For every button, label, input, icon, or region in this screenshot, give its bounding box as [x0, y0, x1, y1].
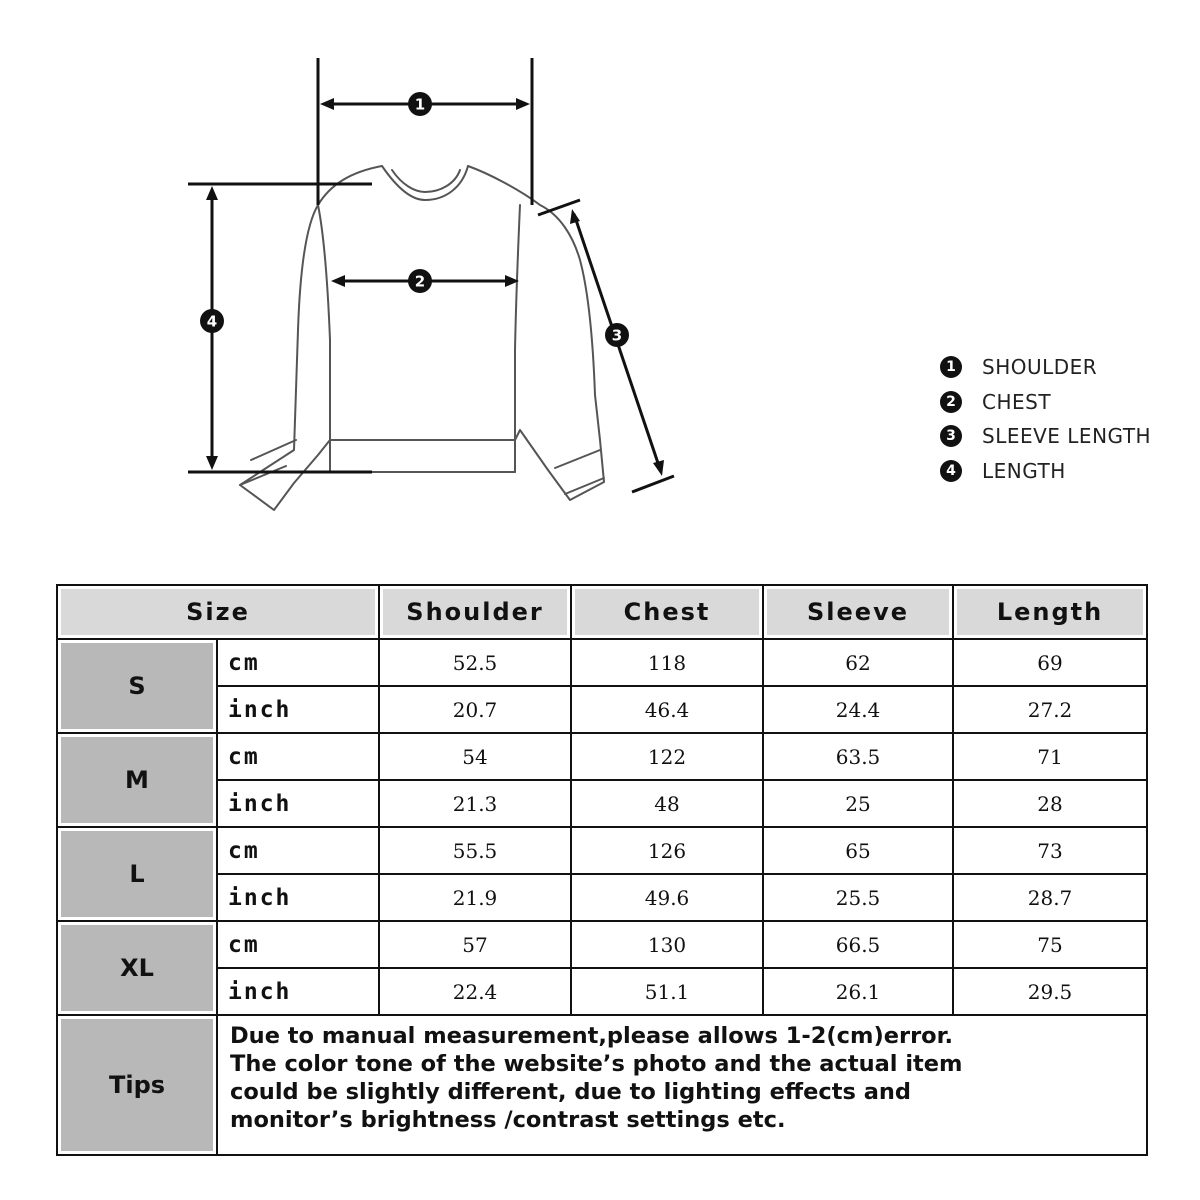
legend-item-length [940, 454, 1151, 489]
marker-chest [408, 269, 432, 293]
length-value: 69 [953, 639, 1147, 686]
svg-text:2: 2 [414, 272, 426, 291]
sleeve-value: 65 [763, 827, 953, 874]
unit-label: cm [217, 733, 379, 780]
sweater-outline [240, 166, 604, 510]
unit-label: inch [217, 686, 379, 733]
shoulder-value: 52.5 [379, 639, 571, 686]
table-row [57, 968, 1147, 1015]
collar [382, 166, 468, 200]
sleeve-value: 62 [763, 639, 953, 686]
length-value: 71 [953, 733, 1147, 780]
tips-line: Due to manual measurement,please allows 1-2(cm)error. [230, 1023, 954, 1049]
size-label: XL [57, 921, 217, 1015]
shoulder-value: 20.7 [379, 686, 571, 733]
tips-row [57, 1015, 1147, 1155]
sleeve-value: 66.5 [763, 921, 953, 968]
header-length: Length [953, 585, 1147, 639]
size-label: M [57, 733, 217, 827]
shoulder-value: 54 [379, 733, 571, 780]
length-value: 27.2 [953, 686, 1147, 733]
unit-label: inch [217, 874, 379, 921]
table-row [57, 827, 1147, 874]
legend-item-chest [940, 385, 1151, 420]
length-value: 75 [953, 921, 1147, 968]
shoulder-value: 55.5 [379, 827, 571, 874]
table-row [57, 921, 1147, 968]
svg-text:3: 3 [611, 326, 623, 345]
sleeve-value: 24.4 [763, 686, 953, 733]
legend-number: 1 [940, 356, 962, 378]
chest-value: 126 [571, 827, 763, 874]
header-shoulder: Shoulder [379, 585, 571, 639]
size-label: L [57, 827, 217, 921]
table-row [57, 780, 1147, 827]
legend-number: 3 [940, 425, 962, 447]
header-chest: Chest [571, 585, 763, 639]
tips-label: Tips [57, 1015, 217, 1155]
unit-label: cm [217, 921, 379, 968]
measurement-legend [940, 350, 1151, 488]
legend-label: LENGTH [982, 458, 1066, 483]
length-value: 28 [953, 780, 1147, 827]
size-label: S [57, 639, 217, 733]
sleeve-value: 63.5 [763, 733, 953, 780]
legend-label: CHEST [982, 389, 1052, 414]
chest-value: 130 [571, 921, 763, 968]
shoulder-value: 57 [379, 921, 571, 968]
marker-sleeve [605, 323, 629, 347]
unit-label: inch [217, 968, 379, 1015]
tips-line: monitor’s brightness /contrast settings etc. [230, 1107, 786, 1133]
legend-number: 2 [940, 391, 962, 413]
svg-text:1: 1 [414, 95, 426, 114]
header-size: Size [57, 585, 379, 639]
chest-value: 48 [571, 780, 763, 827]
unit-label: inch [217, 780, 379, 827]
legend-item-sleeve [940, 419, 1151, 454]
legend-number: 4 [940, 460, 962, 482]
legend-item-shoulder [940, 350, 1151, 385]
length-value: 29.5 [953, 968, 1147, 1015]
table-row [57, 874, 1147, 921]
chest-value: 46.4 [571, 686, 763, 733]
sleeve-value: 25.5 [763, 874, 953, 921]
tips-text [217, 1015, 1147, 1155]
marker-shoulder [408, 92, 432, 116]
chest-value: 49.6 [571, 874, 763, 921]
tips-line: The color tone of the website’s photo and the actual item [230, 1051, 963, 1077]
legend-label: SHOULDER [982, 355, 1098, 380]
size-chart-table [56, 584, 1148, 1156]
table-row [57, 733, 1147, 780]
legend-label: SLEEVE LENGTH [982, 424, 1152, 449]
unit-label: cm [217, 827, 379, 874]
chest-value: 122 [571, 733, 763, 780]
unit-label: cm [217, 639, 379, 686]
shoulder-value: 22.4 [379, 968, 571, 1015]
length-value: 73 [953, 827, 1147, 874]
table-row [57, 686, 1147, 733]
sleeve-value: 25 [763, 780, 953, 827]
svg-text:4: 4 [206, 312, 218, 331]
length-value: 28.7 [953, 874, 1147, 921]
tips-line: could be slightly different, due to lighting effects and [230, 1079, 911, 1105]
shoulder-value: 21.9 [379, 874, 571, 921]
header-sleeve: Sleeve [763, 585, 953, 639]
table-row [57, 639, 1147, 686]
shoulder-value: 21.3 [379, 780, 571, 827]
marker-length [200, 309, 224, 333]
chest-value: 51.1 [571, 968, 763, 1015]
sleeve-value: 26.1 [763, 968, 953, 1015]
table-header-row [57, 585, 1147, 639]
chest-value: 118 [571, 639, 763, 686]
